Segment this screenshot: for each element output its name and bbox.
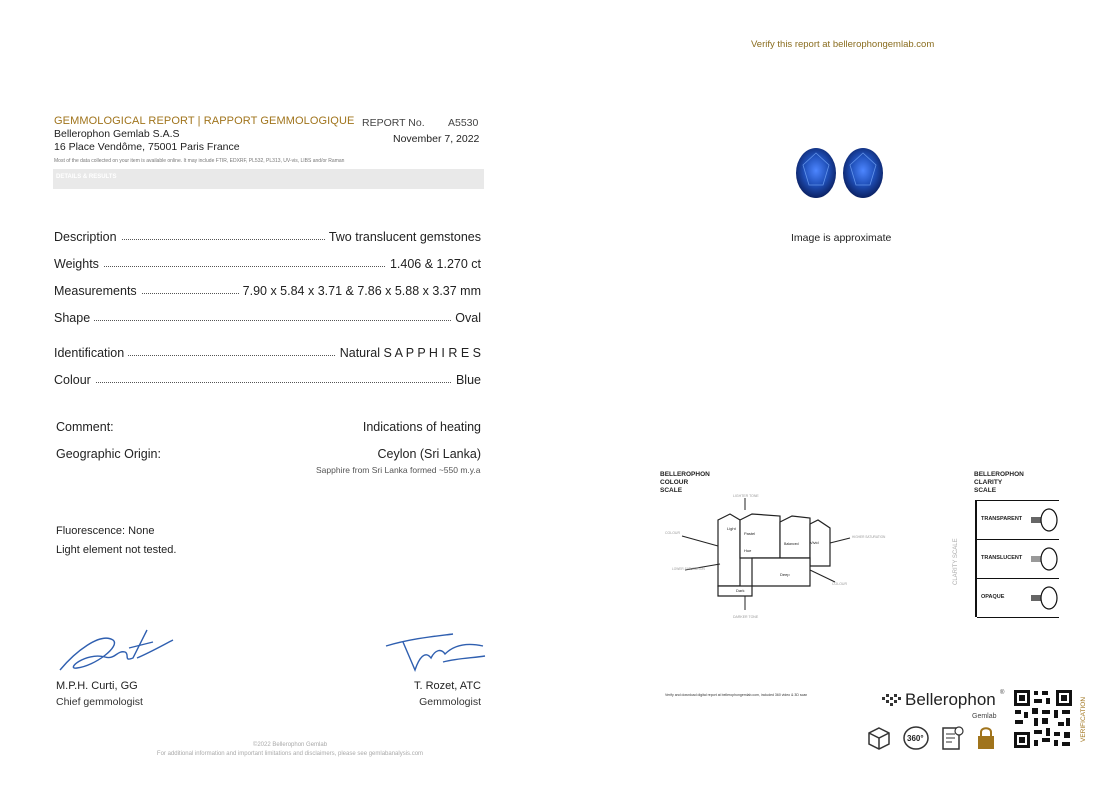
report-number: A5530 (448, 117, 479, 129)
verify-download-text: Verify and download digital report at bellerophongemlab.com, included 360 video & 3D scan (665, 693, 808, 697)
label-dark: Dark (736, 588, 745, 593)
details-results-label: DETAILS & RESULTS (56, 174, 117, 180)
company-name: Bellerophon Gemlab S.A.S (54, 128, 180, 140)
bellerophon-logo-icon (880, 691, 902, 709)
light-element-text: Light element not tested. (56, 544, 177, 556)
footer-disclaimer: For additional information and important limitations and disclaimers, please see gemlabanalysis.com (156, 751, 424, 757)
clarity-gem-icon (1031, 586, 1059, 610)
clarity-level-translucent (977, 539, 1059, 578)
verification-vertical-label: VERIFICATION (1080, 696, 1087, 742)
colour-scale-title-line: SCALE (660, 487, 683, 494)
footer-copyright: ©2022 Bellerophon Gemlab (252, 742, 328, 748)
dot-leader (54, 320, 481, 321)
detail-value: Oval (451, 311, 481, 325)
label-light: Light (727, 526, 736, 531)
detail-row-weights (54, 257, 481, 273)
registered-mark-icon: ® (1000, 690, 1005, 696)
clarity-scale-title-line: BELLEROPHON (974, 471, 1024, 478)
detail-label: Colour (54, 373, 95, 387)
colour-scale-diagram (660, 488, 890, 623)
detail-label: Shape (54, 311, 94, 325)
detail-row-shape (54, 311, 481, 327)
label-colour-left: COLOUR (665, 531, 680, 535)
label-darker-tone: DARKER TONE (733, 615, 759, 619)
clarity-level-label: TRANSLUCENT (981, 555, 1023, 561)
qr-code-icon[interactable] (1012, 688, 1074, 750)
detail-label: Measurements (54, 284, 141, 298)
label-vivid: Vivid (810, 540, 819, 545)
detail-label: Description (54, 230, 121, 244)
detail-row-description (54, 230, 481, 246)
label-deep: Deep (780, 572, 790, 577)
detail-value: Natural S A P P H I R E S (336, 346, 481, 360)
clarity-level-label: TRANSPARENT (981, 516, 1023, 522)
clarity-scale-title (974, 471, 1024, 495)
company-address: 16 Place Vendôme, 75001 Paris France (54, 141, 240, 153)
data-note: Most of the data collected on your item is available online. It may include FTIR, EDXRF, PL532, PL313, UV-vis, LIBS and/or Raman (54, 158, 345, 164)
label-hue: Hue (744, 548, 752, 553)
signature-rozet-image (383, 628, 488, 678)
signature-curti-image (55, 622, 180, 677)
label-higher-saturation: HIGHER SATURATION (852, 535, 886, 539)
report-date: November 7, 2022 (393, 133, 480, 145)
certificate-icon (940, 724, 966, 752)
detail-value: Two translucent gemstones (325, 230, 481, 244)
label-lower-saturation: LOWER SATURATION (672, 567, 705, 571)
brand-name: Bellerophon (905, 690, 996, 709)
detail-row-identification (54, 346, 481, 362)
gemstones-image (793, 145, 888, 203)
signature-role-rozet: Gemmologist (419, 696, 481, 708)
3d-cube-icon (866, 725, 892, 751)
details-results-bar (53, 169, 484, 189)
detail-row-measurements (54, 284, 481, 300)
detail-value: Blue (452, 373, 481, 387)
origin-label: Geographic Origin: (56, 447, 161, 461)
report-number-label: REPORT No. (362, 117, 425, 129)
label-balanced: Balanced (784, 542, 799, 546)
origin-value: Ceylon (Sri Lanka) (377, 447, 481, 461)
signature-role-curti: Chief gemmologist (56, 696, 143, 708)
origin-note: Sapphire from Sri Lanka formed ~550 m.y.a (316, 465, 481, 475)
clarity-scale-title-line: SCALE (974, 487, 997, 494)
signature-name-rozet: T. Rozet, ATC (413, 680, 481, 692)
detail-value: 1.406 & 1.270 ct (386, 257, 481, 271)
detail-row-colour (54, 373, 481, 389)
detail-label: Weights (54, 257, 103, 271)
clarity-scale-side-label: CLARITY SCALE (953, 538, 959, 585)
clarity-scale-title-line: CLARITY (974, 479, 1003, 486)
clarity-level-opaque (977, 578, 1059, 618)
clarity-scale (975, 500, 1059, 617)
comment-value: Indications of heating (362, 420, 481, 434)
verify-online-text: Verify this report at bellerophongemlab.com (751, 39, 935, 50)
label-colour-right: COLOUR (832, 582, 847, 586)
360-view-icon (902, 725, 930, 751)
image-caption: Image is approximate (791, 232, 892, 244)
colour-scale-title-line: COLOUR (660, 479, 689, 486)
clarity-gem-icon (1031, 508, 1059, 532)
clarity-gem-icon (1031, 547, 1059, 571)
clarity-level-transparent (977, 500, 1059, 539)
brand-sub: Gemlab (972, 713, 997, 720)
dot-leader (54, 382, 481, 383)
colour-scale-title-line: BELLEROPHON (660, 471, 710, 478)
360-badge-text: 360° (907, 734, 924, 743)
detail-label: Identification (54, 346, 128, 360)
lock-icon (975, 724, 997, 752)
clarity-level-label: OPAQUE (981, 594, 1005, 600)
report-title: GEMMOLOGICAL REPORT | RAPPORT GEMMOLOGIQUE (54, 115, 355, 127)
company-block (54, 128, 240, 154)
comment-label: Comment: (56, 420, 114, 434)
label-pastel: Pastel (744, 531, 756, 536)
fluorescence-text: Fluorescence: None (56, 525, 155, 537)
detail-value: 7.90 x 5.84 x 3.71 & 7.86 x 5.88 x 3.37 mm (239, 284, 481, 298)
signature-name-curti: M.P.H. Curti, GG (56, 680, 138, 692)
label-lighter-tone: LIGHTER TONE (733, 494, 759, 498)
